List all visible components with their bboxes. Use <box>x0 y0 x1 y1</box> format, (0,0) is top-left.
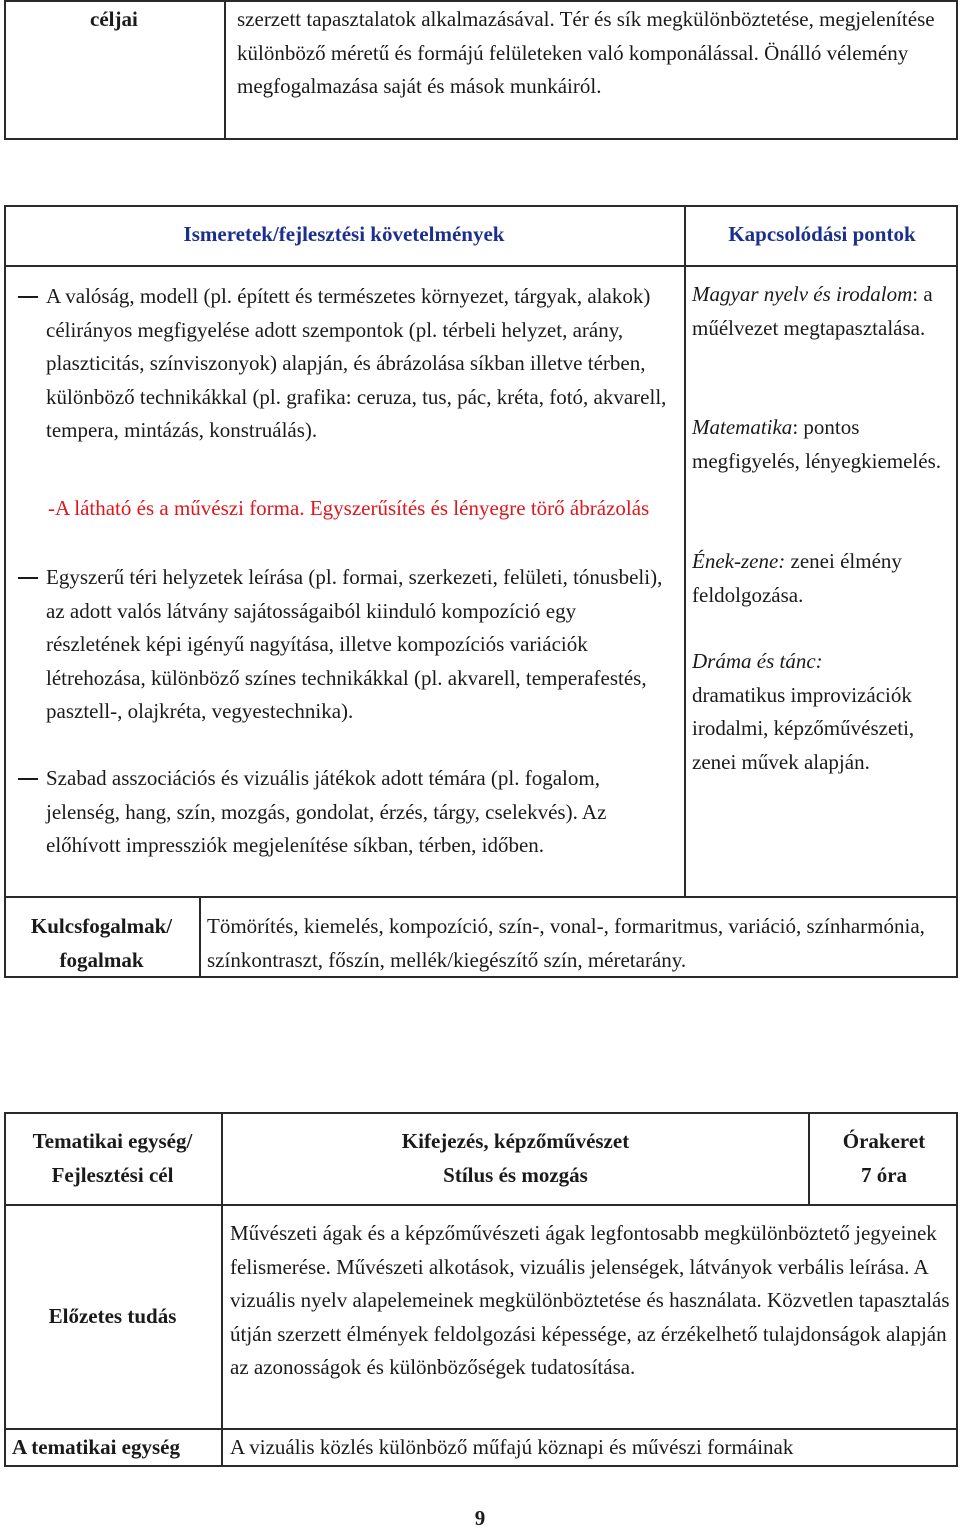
goals-content: szerzett tapasztalatok alkalmazásával. Tér és sík megkülönböztetése, megjelenítése különböző méretű és formájú felületeken való komponálással. Önálló vélemény megfogalmazása saját és mások munkáiról. <box>237 7 935 98</box>
unit-title-2: Stílus és mozgás <box>443 1162 588 1187</box>
page-number: 9 <box>474 1506 486 1530</box>
unit-label-1: Tematikai egység/ <box>32 1129 193 1153</box>
link-subject: Matematika <box>692 415 793 439</box>
hours-cell <box>810 1125 958 1192</box>
goals-label: céljai <box>90 7 138 31</box>
requirement-item <box>46 280 674 448</box>
hours-value: 7 óra <box>860 1162 908 1187</box>
link-text: : a műélvezet megtapasztalása. <box>692 282 933 340</box>
key-concepts-label <box>4 910 199 977</box>
thematic-unit-content: A vizuális közlés különböző műfajú köznapi és művészi formáinak <box>230 1435 794 1459</box>
unit-label <box>4 1125 221 1192</box>
unit-label-2: Fejlesztési cél <box>51 1162 174 1187</box>
requirement-text: A valóság, modell (pl. épített és természetes környezet, tárgyak, alakok) célirányos megfigyelése adott szempontok (pl. térbeli helyzet, arány, plaszticitás, színviszonyok) alapján, és ábrázolása síkban illetve térben, különböző technikákkal (pl. grafika: ceruza, tus, pác, kréta, fotó, akvarell, tempera, mintázás, konstruálás). <box>46 284 667 442</box>
requirements-header: Ismeretek/fejlesztési követelmények <box>183 222 505 246</box>
link-subject: Magyar nyelv és irodalom <box>692 282 913 306</box>
red-subheading-a: -A látható és a művészi forma <box>48 496 300 520</box>
link-item <box>692 545 950 612</box>
red-subheading <box>48 492 678 526</box>
key-concepts-label-2: fogalmak <box>59 947 144 972</box>
link-subject: Ének-zene: <box>692 549 791 573</box>
link-item <box>692 411 950 478</box>
red-subheading-b: . Egyszerűsítés és lényegre törő ábrázolás <box>299 496 650 520</box>
link-text: dramatikus improvizációk irodalmi, képzőművészeti, zenei művek alapján. <box>692 682 915 774</box>
link-item <box>692 278 950 345</box>
links-header: Kapcsolódási pontok <box>728 222 916 246</box>
dash-icon <box>18 296 38 298</box>
prior-knowledge-label: Előzetes tudás <box>48 1304 177 1328</box>
unit-bottom-line <box>4 1428 958 1430</box>
requirement-item <box>46 561 674 729</box>
link-text: zenei élmény feldolgozása. <box>692 549 902 607</box>
requirements-divider <box>684 205 686 897</box>
prior-knowledge-content: Művészeti ágak és a képzőművészeti ágak legfontosabb megkülönböztető jegyeinek felismerése. Művészeti alkotások, vizuális jelenségek, látványok verbális leírása. A vizuális nyelv alapelemeinek megkülönböztetése és használata. Közvetlen tapasztalás útján szerzett élmények feldolgozási képessége, az érzékelhető tulajdonságok alapján az azonosságok és különbözőségek tudatosítása. <box>230 1221 950 1379</box>
link-item <box>692 645 950 779</box>
link-text: : pontos megfigyelés, lényegkiemelés. <box>692 415 941 473</box>
goals-divider <box>224 0 226 140</box>
hours-label: Órakeret <box>842 1129 926 1153</box>
unit-title-1: Kifejezés, képzőművészet <box>401 1129 630 1153</box>
requirements-header-line <box>4 265 958 267</box>
thematic-unit-label: A tematikai egység <box>12 1435 180 1459</box>
dash-icon <box>18 577 38 579</box>
dash-icon <box>18 778 38 780</box>
key-concepts-content: Tömörítés, kiemelés, kompozíció, szín-, vonal-, formaritmus, variáció, színharmónia, színkontraszt, főszín, mellék/kiegészítő szín, méretarány. <box>207 914 925 972</box>
requirement-item <box>46 762 674 863</box>
link-subject: Dráma és tánc: <box>692 649 823 673</box>
requirement-text: Egyszerű téri helyzetek leírása (pl. formai, szerkezeti, felületi, tónusbeli), az adott valós látvány sajátosságaiból kiinduló kompozíció egy részletének képi igényű nagyítása, illetve kompozíciós variációk létrehozása, különböző színes technikákkal (pl. akvarell, temperafestés, pasztell-, olajkréta, vegyestechnika). <box>46 565 663 723</box>
key-concepts-line <box>4 896 958 898</box>
key-concepts-label-1: Kulcsfogalmak/ <box>30 914 173 938</box>
requirement-text: Szabad asszociációs és vizuális játékok adott témára (pl. fogalom, jelenség, hang, szín, mozgás, gondolat, érzés, tárgy, cselekvés). Az előhívott impressziók megjelenítése síkban, térben, időben. <box>46 766 607 857</box>
key-concepts-divider <box>199 896 201 978</box>
unit-title <box>223 1125 808 1192</box>
unit-header-line <box>4 1204 958 1206</box>
